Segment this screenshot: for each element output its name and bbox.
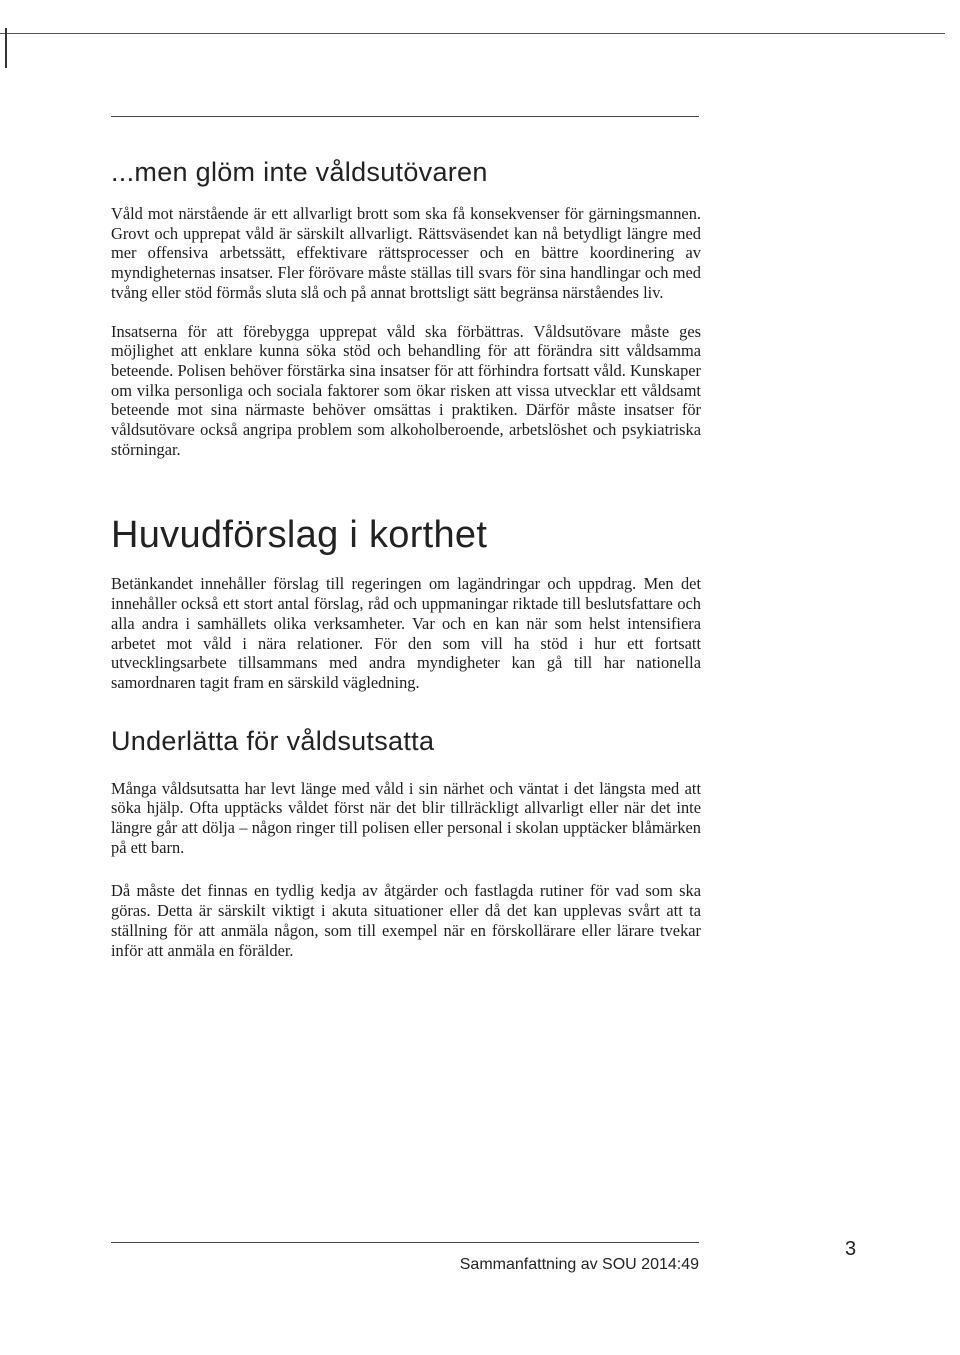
paragraph: Många våldsutsatta har levt länge med våld i sin närhet och väntat i det längsta med att söka hjälp. Ofta upptäcks våldet först när det blir tillräckligt allvarligt eller när det inte längre går att dölja – någon ringer till polisen eller personal i skolan upptäcker blåmärken på ett barn. [111, 778, 701, 857]
footer-title: Sammanfattning av SOU 2014:49 [459, 1256, 699, 1273]
paragraph: Betänkandet innehåller förslag till regeringen om lagändringar och uppdrag. Men det innehåller också ett stort antal förslag, råd och uppmaningar riktade till beslutsfattare och alla andra i samhällets olika verksamheter. Var och en kan när som helst intensifiera arbetet mot våld i nära relationer. För den som vill ha stöd i hur ett fortsatt utvecklingsarbete tillsammans med andra myndigheter kan gå till har nationella samordnaren tagit fram en särskild vägledning. [111, 574, 701, 692]
paragraph: Då måste det finnas en tydlig kedja av åtgärder och fastlagda rutiner för vad som ska göras. Detta är särskilt viktigt i akuta situationer eller då det kan upplevas svårt att ta ställning för att anmäla någon, som till exempel när en förskollärare eller lärare tvekar inför att anmäla en förälder. [111, 881, 701, 960]
section-heading-victims: Underlätta för våldsutsatta [111, 725, 435, 756]
section-heading-perpetrators: ...men glöm inte våldsutövaren [111, 157, 488, 187]
page-content [111, 150, 701, 960]
paragraph: Insatserna för att förebygga upprepat våld ska förbättras. Våldsutövare måste ges möjlighet att enklare kunna söka stöd och behandling för att förändra sitt våldsamma beteende. Polisen behöver förstärka sina insatser för att förhindra fortsatt våld. Kunskaper om vilka personliga och sociala faktorer som ökar risken att vissa utvecklar ett våldsamt beteende mot sina närmaste behöver omsättas i praktiken. Därför måste insatser för våldsutövare också angripa problem som alkoholberoende, arbetslöshet och psykiatriska störningar. [111, 321, 701, 459]
footer-rule [111, 1242, 699, 1243]
scan-edge-line [0, 33, 945, 34]
paragraph: Våld mot närstående är ett allvarligt brott som ska få konsekvenser för gärningsmannen. Grovt och upprepat våld är särskilt allvarligt. Rättsväsendet kan nå betydligt längre med mer offensiva arbetssätt, effektivare rättsprocesser och en bättre koordinering av myndigheternas insatser. Fler förövare måste ställas till svars för sina handlingar och med tvång eller stöd förmås sluta slå och på annat brottsligt sätt begränsa närståendes liv. [111, 204, 701, 302]
page-number: 3 [845, 1238, 857, 1260]
section-heading-summary: Huvudförslag i korthet [111, 514, 488, 557]
scan-edge-mark [5, 28, 7, 68]
header-rule [111, 116, 699, 117]
